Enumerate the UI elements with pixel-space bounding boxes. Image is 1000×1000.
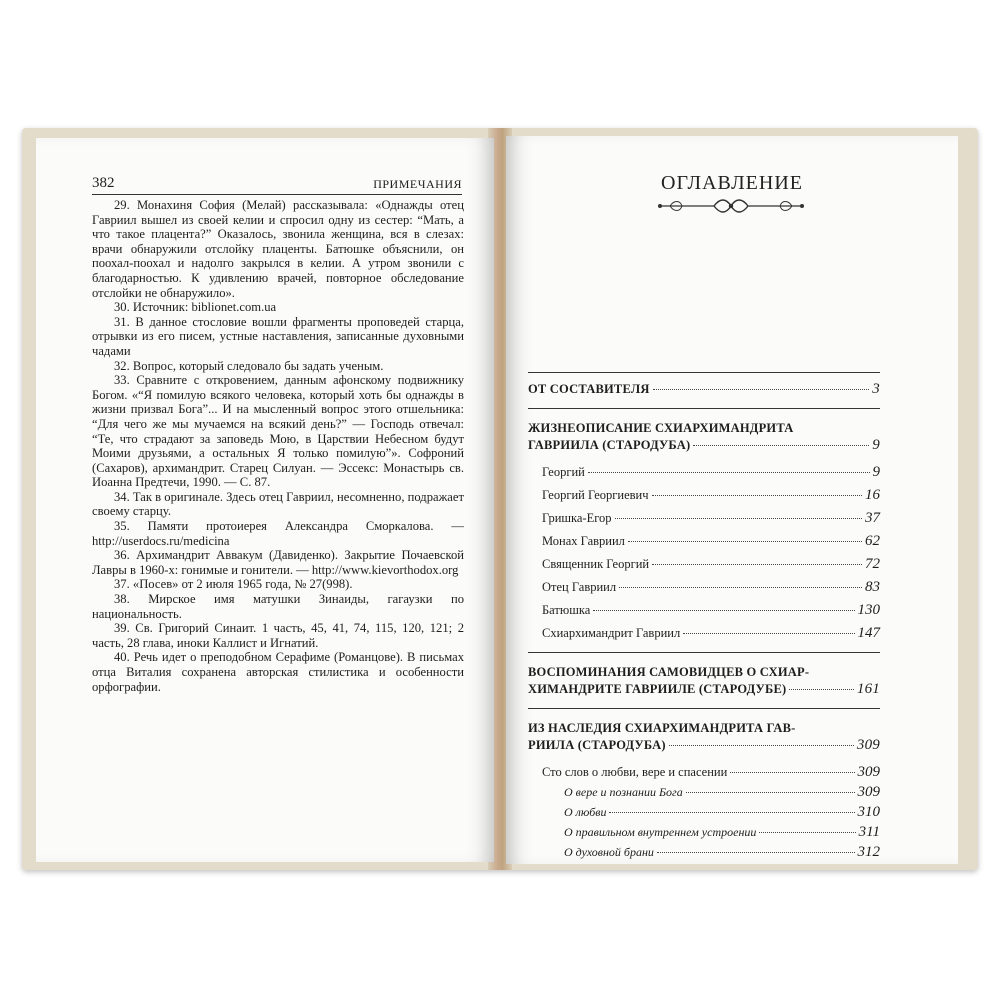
toc-leader-dots	[669, 745, 854, 746]
toc-entry-label: Схиархимандрит Гавриил	[542, 626, 681, 640]
toc-leader-dots	[657, 852, 855, 853]
toc-item-entry	[528, 487, 880, 504]
footnote: 37. «Посев» от 2 июля 1965 года, № 27(998).	[114, 577, 353, 592]
left-page-header	[92, 172, 462, 195]
toc-section-divider	[528, 652, 880, 653]
toc-subitem-entry	[528, 784, 880, 801]
footnote: 29. Монахиня София (Мелай) рассказывала: «Однажды отец Гавриил вышел из своей келии и спросил одну из сестер: “Мать, а что такое плацента?” Оказалось, звонила женщина, вся в слезах: врачи обнаружили отслойку плаценты. Батюшке объяснили, он поохал-поохал и надолго закрылся в келии. А утром звонили с благодарностью. К удивлению врачей, повторное обследование отслойки не обнаружило».	[92, 198, 464, 300]
toc-entry-label: Георгий	[542, 465, 585, 479]
toc-leader-dots	[653, 389, 870, 390]
toc-title: ОГЛАВЛЕНИЕ	[661, 172, 803, 194]
toc-leader-dots	[652, 564, 862, 565]
toc-subitem-entry	[528, 844, 880, 861]
toc-page-number: 16	[865, 487, 880, 503]
toc-entry-label: Гришка-Егор	[542, 511, 612, 525]
toc-leader-dots	[652, 495, 862, 496]
toc-leader-dots	[759, 832, 855, 833]
footnote: 32. Вопрос, который следовало бы задать ученым.	[114, 358, 384, 373]
toc-page-number: 62	[865, 533, 880, 549]
toc-leader-dots	[628, 541, 862, 542]
footnote: 30. Источник: biblionet.com.ua	[114, 300, 277, 315]
toc-leader-dots	[683, 633, 854, 634]
toc-leader-dots	[789, 689, 854, 690]
toc-entry-label: Батюшка	[542, 603, 591, 617]
toc-leader-dots	[615, 518, 862, 519]
toc-page-number: 130	[857, 602, 880, 618]
toc-section-divider	[528, 708, 880, 709]
toc-entry-label: ХИМАНДРИТЕ ГАВРИИЛЕ (СТАРОДУБЕ)	[528, 682, 787, 696]
toc-leader-dots	[686, 792, 855, 793]
toc-section-title-line: ИЗ НАСЛЕДИЯ СХИАРХИМАНДРИТА ГАВ-	[528, 721, 796, 735]
toc-page-number: 311	[858, 824, 880, 840]
footnote: 39. Св. Григорий Синаит. 1 часть, 45, 41, 74, 115, 120, 121; 2 часть, 28 глава, иноки Каллист и Игнатий.	[92, 621, 464, 650]
toc-page-number: 9	[872, 437, 880, 453]
footnote: 36. Архимандрит Аввакум (Давиденко). Закрытие Почаевской Лавры в 1960-х: гонимые и гонители. — http://www.kievorthodox.org	[92, 548, 464, 577]
toc-page-number: 309	[856, 737, 880, 753]
toc-spacer	[528, 454, 880, 464]
footnote: 31. В данное стословие вошли фрагменты проповедей старца, отрывки из его писем, устные наставления, записанные духовными чадами	[92, 314, 464, 358]
toc-leader-dots	[588, 472, 870, 473]
toc-section-entry	[528, 381, 880, 398]
table-of-contents	[528, 372, 880, 864]
toc-subitem-entry	[528, 824, 880, 841]
toc-section-entry	[528, 437, 880, 454]
toc-entry-label: О правильном внутреннем устроении	[564, 825, 757, 839]
toc-item-entry	[528, 764, 880, 781]
toc-page-number: 161	[856, 681, 880, 697]
toc-entry-label: О вере и познании Бога	[564, 785, 683, 799]
footnote: 35. Памяти протоиерея Александра Сморкалова. — http://userdocs.ru/medicina	[92, 519, 464, 548]
toc-page-number: 72	[865, 556, 880, 572]
toc-entry-label: Георгий Георгиевич	[542, 488, 649, 502]
toc-top-divider	[528, 372, 880, 373]
toc-subitem-entry	[528, 804, 880, 821]
toc-page-number: 3	[872, 381, 880, 397]
toc-item-entry	[528, 579, 880, 596]
toc-page-number: 83	[865, 579, 880, 595]
toc-section-title-line: ВОСПОМИНАНИЯ САМОВИДЦЕВ О СХИАР-	[528, 665, 810, 679]
toc-entry-label: О духовной брани	[564, 845, 654, 859]
running-head: ПРИМЕЧАНИЯ	[373, 177, 462, 191]
toc-entry-label: Отец Гавриил	[542, 580, 617, 594]
toc-page-number: 147	[857, 625, 880, 641]
footnote: 34. Так в оригинале. Здесь отец Гавриил, несомненно, подражает своему старцу.	[92, 489, 464, 519]
toc-entry-label: Сто слов о любви, вере и спасении	[542, 765, 728, 779]
toc-section-divider	[528, 408, 880, 409]
left-page	[36, 138, 494, 862]
toc-page-number: 309	[857, 784, 880, 800]
notes-body	[92, 198, 464, 694]
toc-section-title-line: ЖИЗНЕОПИСАНИЕ СХИАРХИМАНДРИТА	[528, 421, 794, 435]
toc-leader-dots	[593, 610, 854, 611]
toc-item-entry	[528, 625, 880, 642]
footnote: 33. Сравните с откровением, данным афонскому подвижнику Богом. «“Я помилую всякого человека, который хоть бы однажды в жизни призвал Бога”... И на мысленный вопрос этого отшельника: “Для чего же мы мучаемся на всякий день?” — Господь отвечал: “Те, что страдают за заповедь Мою, в Царствии Небесном будут Моими друзьями, а остальных Я только помилую”». Софроний (Сахаров), архимандрит. Старец Силуан. — Эссекс: Монастырь св. Иоанна Предтечи, 1990. — С. 87.	[92, 373, 464, 490]
toc-entry-label: Священник Георгий	[542, 557, 650, 571]
toc-leader-dots	[619, 587, 862, 588]
toc-item-entry	[528, 464, 880, 481]
footnote: 40. Речь идет о преподобном Серафиме (Романцове). В письмах отца Виталия сохранена авторская стилистика и особенности орфографии.	[92, 650, 464, 694]
toc-page-number: 37	[865, 510, 880, 526]
toc-page-number: 312	[857, 844, 880, 860]
toc-item-entry	[528, 556, 880, 573]
right-page	[506, 136, 958, 864]
toc-item-entry	[528, 602, 880, 619]
toc-entry-label: РИИЛА (СТАРОДУБА)	[528, 738, 666, 752]
toc-entry-label: ОТ СОСТАВИТЕЛЯ	[528, 382, 650, 396]
toc-item-entry	[528, 510, 880, 527]
toc-section-entry	[528, 681, 880, 698]
toc-leader-dots	[693, 445, 869, 446]
toc-page-number: 310	[857, 804, 880, 820]
toc-leader-dots	[609, 812, 854, 813]
footnote: 38. Мирское имя матушки Зинаиды, гагаузки по национальность.	[92, 592, 464, 621]
toc-page-number: 9	[872, 464, 880, 480]
toc-leader-dots	[730, 772, 854, 773]
page-number: 382	[92, 175, 115, 191]
ornament-divider	[656, 196, 806, 216]
toc-entry-label: Монах Гавриил	[542, 534, 625, 548]
toc-entry-label: ГАВРИИЛА (СТАРОДУБА)	[528, 438, 691, 452]
toc-spacer	[528, 754, 880, 764]
toc-entry-label: О любви	[564, 805, 607, 819]
toc-page-number: 309	[857, 764, 880, 780]
toc-section-entry	[528, 737, 880, 754]
toc-item-entry	[528, 533, 880, 550]
